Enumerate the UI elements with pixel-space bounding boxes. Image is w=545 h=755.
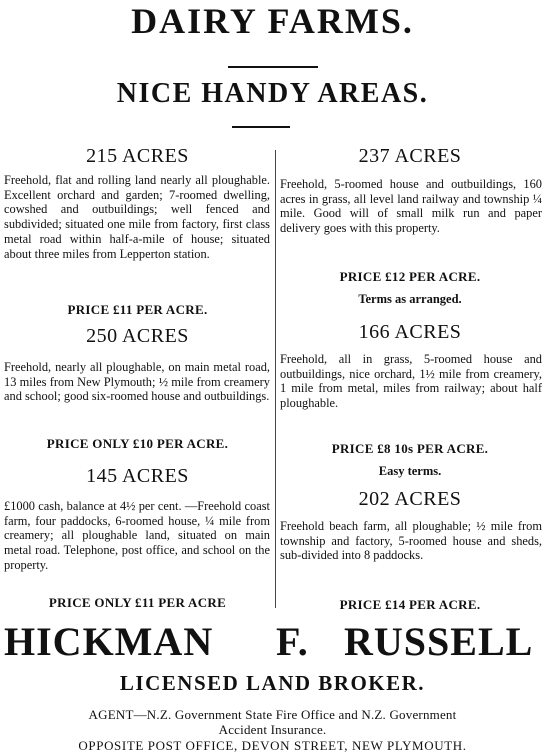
- listing-description: Freehold, nearly all ploughable, on main metal road, 13 miles from New Plymouth; ½ mile from creamery and school; good six-roomed house and outbuildings.: [4, 360, 270, 404]
- title-rule: [228, 66, 318, 68]
- listing-price: PRICE £8 10s PER ACRE.: [331, 441, 489, 456]
- agent-line-1: AGENT—N.Z. Government State Fire Office and N.Z. Government: [88, 707, 457, 722]
- listing-acres: 250 ACRES: [86, 325, 189, 347]
- page-subtitle: NICE HANDY AREAS.: [116, 78, 429, 109]
- listing-description: Freehold, all in grass, 5-roomed house and outbuildings, nice orchard, 1½ mile from creamery, 1 mile from metal, miles from railway; about half ploughable.: [280, 352, 542, 411]
- listing-price: PRICE £11 PER ACRE.: [67, 302, 208, 317]
- agent-name-last: RUSSELL: [344, 619, 534, 664]
- listing-price: PRICE ONLY £10 PER ACRE.: [46, 436, 229, 451]
- listing-acres: 202 ACRES: [358, 488, 462, 510]
- listing-acres: 145 ACRES: [86, 465, 189, 487]
- listing-price: PRICE £14 PER ACRE.: [339, 597, 481, 612]
- agent-name-first: HICKMAN: [4, 619, 214, 664]
- listing-terms: Easy terms.: [378, 464, 442, 478]
- subtitle-rule: [232, 126, 290, 128]
- agent-address: OPPOSITE POST OFFICE, DEVON STREET, NEW PLYMOUTH.: [78, 738, 467, 753]
- listing-price: PRICE ONLY £11 PER ACRE: [48, 595, 227, 610]
- listing-acres: 215 ACRES: [86, 145, 189, 167]
- column-divider: [275, 150, 276, 608]
- agent-line-2: Accident Insurance.: [218, 722, 327, 737]
- listing-price: PRICE £12 PER ACRE.: [339, 269, 481, 284]
- listing-description: £1000 cash, balance at 4½ per cent. —Freehold coast farm, four paddocks, 6-roomed house, ¼ mile from creamery; all ploughable land, situated on main metal road. Telephone, post office, and school on the property.: [4, 499, 270, 572]
- listing-terms: Terms as arranged.: [358, 292, 462, 306]
- page-title: DAIRY FARMS.: [131, 1, 414, 41]
- agent-title: LICENSED LAND BROKER.: [119, 671, 426, 695]
- listing-description: Freehold beach farm, all ploughable; ½ mile from township and factory, 5-roomed house and sheds, sub-divided into 8 paddocks.: [280, 519, 542, 563]
- listing-description: Freehold, flat and rolling land nearly all ploughable. Excellent orchard and garden; 7-roomed dwelling, cowshed and outbuildings; well fenced and subdivided; situated one mile from factory, first class metal road within half-a-mile of house; situated about three miles from Lepperton station.: [4, 173, 270, 261]
- listing-acres: 166 ACRES: [358, 321, 462, 343]
- listing-acres: 237 ACRES: [358, 145, 462, 167]
- agent-name-initial: F.: [276, 619, 309, 664]
- listing-description: Freehold, 5-roomed house and outbuildings, 160 acres in grass, all level land railway and township ¼ mile. Good will of small milk run and paper delivery goes with this property.: [280, 177, 542, 236]
